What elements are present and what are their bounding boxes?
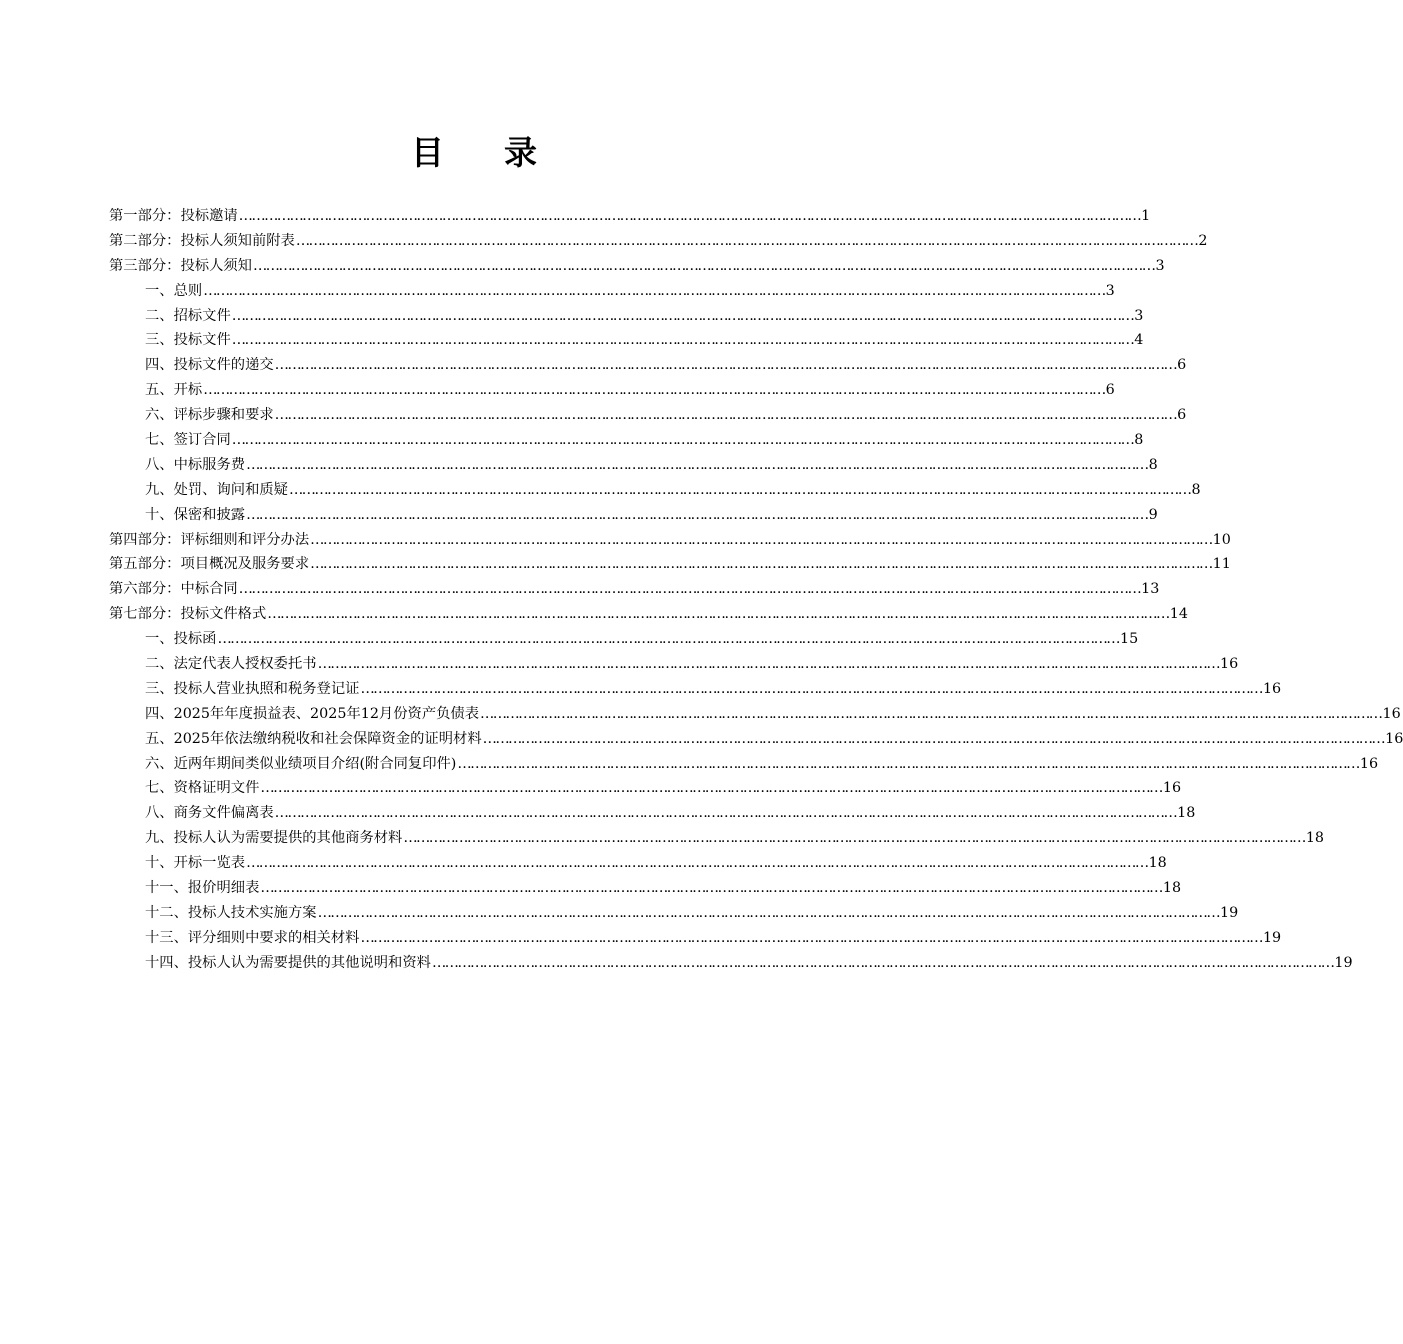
toc-leader-dots: …………………………………………………………………………………………………………………………………………………………………………………………… — [203, 282, 1105, 299]
toc-entry[interactable] — [0, 577, 1160, 602]
toc-entry-row — [145, 478, 1201, 503]
toc-leader-dots: …………………………………………………………………………………………………………………………………………………………………………………………… — [252, 257, 1155, 274]
toc-page-number: 13 — [1141, 581, 1160, 598]
toc-leader-dots: …………………………………………………………………………………………………………………………………………………………………………………………… — [246, 506, 1148, 523]
toc-leader-dots: …………………………………………………………………………………………………………………………………………………………………………………………… — [310, 531, 1212, 548]
toc-entry[interactable] — [0, 353, 1187, 378]
toc-entry[interactable] — [0, 602, 1188, 627]
toc-entry-label: 第一部分：投标邀请 — [109, 208, 238, 224]
toc-entry-label: 二、招标文件 — [145, 307, 231, 324]
toc-entry-label: 十三、评分细则中要求的相关材料 — [145, 929, 360, 946]
toc-leader-dots: …………………………………………………………………………………………………………………………………………………………………………………………… — [231, 332, 1134, 349]
toc-entry-row — [109, 577, 1160, 602]
toc-entry[interactable] — [0, 552, 1231, 577]
toc-entry[interactable] — [0, 229, 1208, 254]
toc-page-number: 14 — [1169, 606, 1188, 623]
toc-entry[interactable] — [0, 652, 1239, 677]
toc-entry-row — [145, 951, 1353, 976]
toc-entry[interactable] — [0, 901, 1239, 926]
toc-page-number: 16 — [1162, 780, 1182, 797]
toc-entry[interactable] — [0, 503, 1158, 528]
toc-entry-label: 一、投标函 — [145, 631, 217, 648]
toc-page-number: 16 — [1385, 730, 1403, 747]
toc-entry[interactable] — [0, 851, 1167, 876]
toc-entry[interactable] — [0, 328, 1144, 353]
table-of-contents — [0, 204, 1403, 976]
toc-leader-dots: …………………………………………………………………………………………………………………………………………………………………………………………… — [246, 456, 1148, 473]
toc-entry[interactable] — [0, 951, 1353, 976]
toc-entry-label: 十、开标一览表 — [145, 855, 246, 872]
toc-leader-dots: …………………………………………………………………………………………………………………………………………………………………………………………… — [217, 631, 1119, 648]
toc-page-number: 3 — [1105, 282, 1115, 299]
toc-entry-row — [145, 328, 1144, 353]
toc-entry[interactable] — [0, 727, 1403, 752]
toc-leader-dots: …………………………………………………………………………………………………………………………………………………………………………………………… — [274, 407, 1177, 424]
toc-leader-dots: …………………………………………………………………………………………………………………………………………………………………………………………… — [238, 581, 1141, 598]
toc-entry[interactable] — [0, 627, 1139, 652]
toc-leader-dots: …………………………………………………………………………………………………………………………………………………………………………………………… — [267, 606, 1169, 623]
toc-entry-label: 九、处罚、询问和质疑 — [145, 481, 288, 498]
toc-page-number: 6 — [1105, 382, 1115, 399]
toc-entry-label: 第二部分：投标人须知前附表 — [109, 232, 295, 249]
toc-leader-dots: …………………………………………………………………………………………………………………………………………………………………………………………… — [246, 855, 1148, 872]
toc-entry[interactable] — [0, 204, 1151, 229]
toc-page-number: 10 — [1212, 531, 1231, 548]
toc-entry-row — [145, 851, 1167, 876]
toc-page-number: 9 — [1148, 506, 1158, 523]
toc-entry-row — [145, 776, 1182, 801]
toc-leader-dots: …………………………………………………………………………………………………………………………………………………………………………………………… — [457, 755, 1359, 772]
toc-entry-label: 十一、报价明细表 — [145, 880, 260, 897]
toc-entry[interactable] — [0, 478, 1201, 503]
toc-entry-row — [109, 254, 1165, 279]
toc-entry-label: 第五部分：项目概况及服务要求 — [109, 556, 310, 573]
toc-entry-row — [145, 503, 1158, 528]
toc-page-number: 6 — [1177, 357, 1187, 374]
toc-leader-dots: …………………………………………………………………………………………………………………………………………………………………………………………… — [360, 929, 1262, 946]
toc-entry-row — [145, 353, 1187, 378]
toc-leader-dots: …………………………………………………………………………………………………………………………………………………………………………………………… — [482, 730, 1385, 747]
toc-entry[interactable] — [0, 677, 1282, 702]
toc-page-number: 18 — [1162, 880, 1182, 897]
toc-entry-label: 五、2025年依法缴纳税收和社会保障资金的证明材料 — [145, 730, 482, 747]
toc-entry-row — [145, 403, 1187, 428]
toc-entry-row — [109, 528, 1231, 553]
toc-entry-row — [145, 453, 1158, 478]
toc-entry-row — [145, 652, 1239, 677]
toc-leader-dots: …………………………………………………………………………………………………………………………………………………………………………………………… — [317, 656, 1220, 673]
toc-page-number: 18 — [1177, 805, 1196, 822]
toc-page-number: 6 — [1177, 407, 1187, 424]
toc-page-number: 18 — [1148, 855, 1167, 872]
toc-leader-dots: …………………………………………………………………………………………………………………………………………………………………………………………… — [480, 705, 1382, 722]
toc-entry[interactable] — [0, 428, 1144, 453]
toc-entry-label: 六、近两年期间类似业绩项目介绍(附合同复印件) — [145, 755, 457, 772]
toc-leader-dots: …………………………………………………………………………………………………………………………………………………………………………………………… — [203, 382, 1105, 399]
toc-leader-dots: …………………………………………………………………………………………………………………………………………………………………………………………… — [231, 307, 1134, 324]
toc-entry-label: 七、签订合同 — [145, 432, 231, 449]
toc-leader-dots: …………………………………………………………………………………………………………………………………………………………………………………………… — [431, 954, 1334, 971]
toc-leader-dots: …………………………………………………………………………………………………………………………………………………………………………………………… — [360, 680, 1262, 697]
toc-page-number: 3 — [1155, 257, 1165, 274]
toc-page-number: 16 — [1359, 755, 1379, 772]
toc-entry-label: 十二、投标人技术实施方案 — [145, 904, 317, 921]
toc-entry-row — [145, 876, 1182, 901]
page-title — [0, 128, 950, 178]
toc-page-number: 2 — [1198, 232, 1208, 249]
toc-entry-row — [145, 304, 1144, 329]
toc-entry[interactable] — [0, 279, 1115, 304]
toc-entry-row — [145, 801, 1196, 826]
toc-leader-dots: …………………………………………………………………………………………………………………………………………………………………………………………… — [403, 830, 1305, 847]
toc-page-number: 8 — [1134, 432, 1144, 449]
toc-entry-row — [145, 752, 1379, 777]
toc-leader-dots: …………………………………………………………………………………………………………………………………………………………………………………………… — [238, 208, 1141, 224]
toc-leader-dots: …………………………………………………………………………………………………………………………………………………………………………………………… — [231, 432, 1134, 449]
toc-entry[interactable] — [0, 776, 1182, 801]
toc-page-number: 19 — [1220, 904, 1239, 921]
toc-entry[interactable] — [0, 826, 1325, 851]
toc-entry-label: 第四部分：评标细则和评分办法 — [109, 531, 310, 548]
toc-page-number: 19 — [1334, 954, 1353, 971]
toc-entry-label: 六、评标步骤和要求 — [145, 407, 274, 424]
toc-leader-dots: …………………………………………………………………………………………………………………………………………………………………………………………… — [260, 880, 1162, 897]
toc-entry-row — [109, 552, 1231, 577]
toc-entry[interactable] — [0, 254, 1165, 279]
toc-leader-dots: …………………………………………………………………………………………………………………………………………………………………………………………… — [310, 556, 1212, 573]
toc-page-number: 8 — [1191, 481, 1201, 498]
toc-page-number: 11 — [1212, 556, 1231, 573]
toc-entry[interactable] — [0, 702, 1401, 727]
toc-entry-label: 十四、投标人认为需要提供的其他说明和资料 — [145, 954, 431, 971]
toc-entry-label: 第三部分：投标人须知 — [109, 257, 252, 274]
toc-entry-label: 八、商务文件偏离表 — [145, 805, 274, 822]
toc-entry-row — [109, 204, 1151, 229]
toc-entry-label: 三、投标文件 — [145, 332, 231, 349]
toc-entry[interactable] — [0, 403, 1187, 428]
toc-entry-label: 五、开标 — [145, 382, 203, 399]
toc-leader-dots: …………………………………………………………………………………………………………………………………………………………………………………………… — [260, 780, 1162, 797]
toc-leader-dots: …………………………………………………………………………………………………………………………………………………………………………………………… — [317, 904, 1220, 921]
toc-entry-row — [145, 627, 1139, 652]
toc-entry[interactable] — [0, 378, 1115, 403]
toc-entry-row — [145, 727, 1403, 752]
toc-page-number: 8 — [1148, 456, 1158, 473]
toc-entry-row — [145, 428, 1144, 453]
toc-entry-row — [145, 702, 1401, 727]
toc-entry-row — [145, 378, 1115, 403]
toc-entry-row — [145, 926, 1282, 951]
toc-page-number: 16 — [1262, 680, 1282, 697]
toc-entry-label: 三、投标人营业执照和税务登记证 — [145, 680, 360, 697]
toc-entry-label: 一、总则 — [145, 282, 203, 299]
toc-entry-label: 四、投标文件的递交 — [145, 357, 274, 374]
title-char-2: 录 — [504, 133, 539, 172]
toc-page-number: 4 — [1134, 332, 1144, 349]
toc-leader-dots: …………………………………………………………………………………………………………………………………………………………………………………………… — [274, 805, 1177, 822]
toc-leader-dots: …………………………………………………………………………………………………………………………………………………………………………………………… — [295, 232, 1198, 249]
toc-entry-label: 八、中标服务费 — [145, 456, 246, 473]
toc-entry[interactable] — [0, 801, 1196, 826]
toc-page-number: 19 — [1262, 929, 1282, 946]
toc-page-number: 15 — [1119, 631, 1139, 648]
toc-entry-label: 四、2025年年度损益表、2025年12月份资产负债表 — [145, 705, 480, 722]
title-char-1: 目 — [411, 133, 446, 172]
toc-entry-label: 七、资格证明文件 — [145, 780, 260, 797]
toc-leader-dots: …………………………………………………………………………………………………………………………………………………………………………………………… — [288, 481, 1191, 498]
toc-entry[interactable] — [0, 926, 1282, 951]
toc-page-number: 16 — [1382, 705, 1401, 722]
toc-entry[interactable] — [0, 453, 1158, 478]
toc-entry-row — [145, 677, 1282, 702]
toc-entry-label: 二、法定代表人授权委托书 — [145, 656, 317, 673]
toc-entry-row — [145, 279, 1115, 304]
toc-page-number: 16 — [1220, 656, 1239, 673]
toc-entry-label: 九、投标人认为需要提供的其他商务材料 — [145, 830, 403, 847]
toc-entry-label: 十、保密和披露 — [145, 506, 246, 523]
toc-entry-row — [109, 229, 1208, 254]
toc-page-number: 1 — [1141, 208, 1151, 224]
toc-entry-row — [109, 602, 1188, 627]
toc-leader-dots: …………………………………………………………………………………………………………………………………………………………………………………………… — [274, 357, 1177, 374]
toc-entry[interactable] — [0, 752, 1379, 777]
toc-entry-row — [145, 901, 1239, 926]
toc-entry-row — [145, 826, 1325, 851]
toc-entry[interactable] — [0, 304, 1144, 329]
toc-entry[interactable] — [0, 876, 1182, 901]
toc-page-number: 3 — [1134, 307, 1144, 324]
toc-entry-label: 第六部分：中标合同 — [109, 581, 238, 598]
toc-entry[interactable] — [0, 528, 1231, 553]
toc-entry-label: 第七部分：投标文件格式 — [109, 606, 267, 623]
toc-page-number: 18 — [1305, 830, 1325, 847]
